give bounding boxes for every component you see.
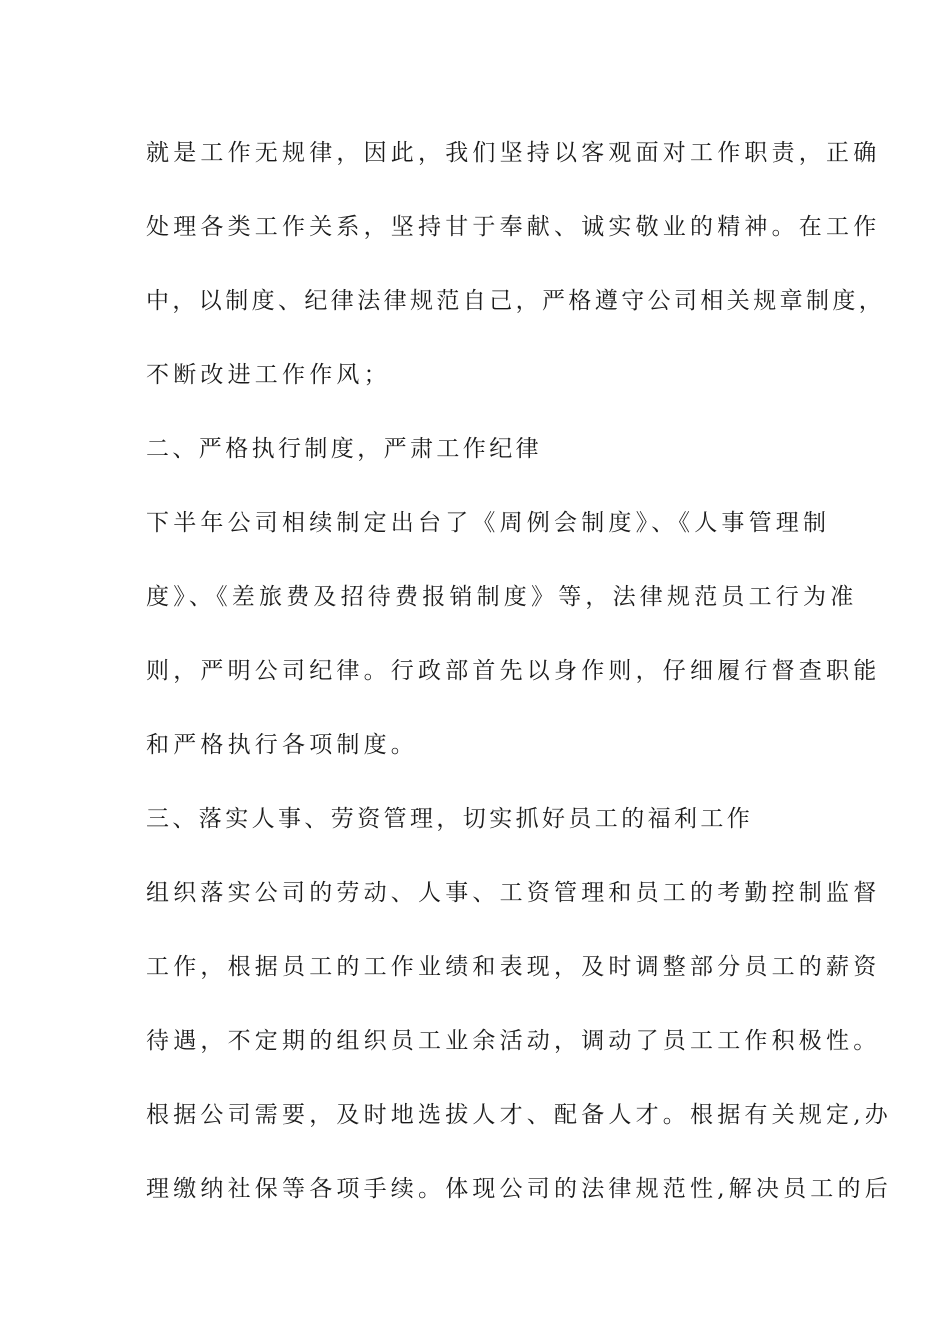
- section-heading: 二、严格执行制度，严肃工作纪律: [146, 436, 542, 462]
- text-line: 组织落实公司的劳动、人事、工资管理和员工的考勤控制监督: [146, 880, 881, 906]
- text-line: 处理各类工作关系，坚持甘于奉献、诚实敬业的精神。在工作: [146, 214, 881, 240]
- text-line: 理缴纳社保等各项手续。体现公司的法律规范性,解决员工的后: [146, 1176, 892, 1202]
- text-line: 则，严明公司纪律。行政部首先以身作则，仔细履行督查职能: [146, 658, 881, 684]
- text-line: 下半年公司相续制定出台了《周例会制度》、《人事管理制: [146, 510, 831, 536]
- section-heading: 三、落实人事、劳资管理，切实抓好员工的福利工作: [146, 806, 754, 832]
- text-line: 工作，根据员工的工作业绩和表现，及时调整部分员工的薪资: [146, 954, 881, 980]
- body-text: [146, 128, 892, 1238]
- text-line: 和严格执行各项制度。: [146, 732, 418, 758]
- text-line: 中，以制度、纪律法律规范自己，严格遵守公司相关规章制度，: [146, 288, 886, 314]
- text-line: 不断改进工作作风；: [146, 362, 391, 388]
- text-line: 就是工作无规律，因此，我们坚持以客观面对工作职责，正确: [146, 140, 881, 166]
- text-line: 待遇，不定期的组织员工业余活动，调动了员工工作积极性。: [146, 1028, 881, 1054]
- text-line: 度》、《差旅费及招待费报销制度》等，法律规范员工行为准: [146, 584, 858, 610]
- text-line: 根据公司需要，及时地选拔人才、配备人才。根据有关规定,办: [146, 1102, 892, 1128]
